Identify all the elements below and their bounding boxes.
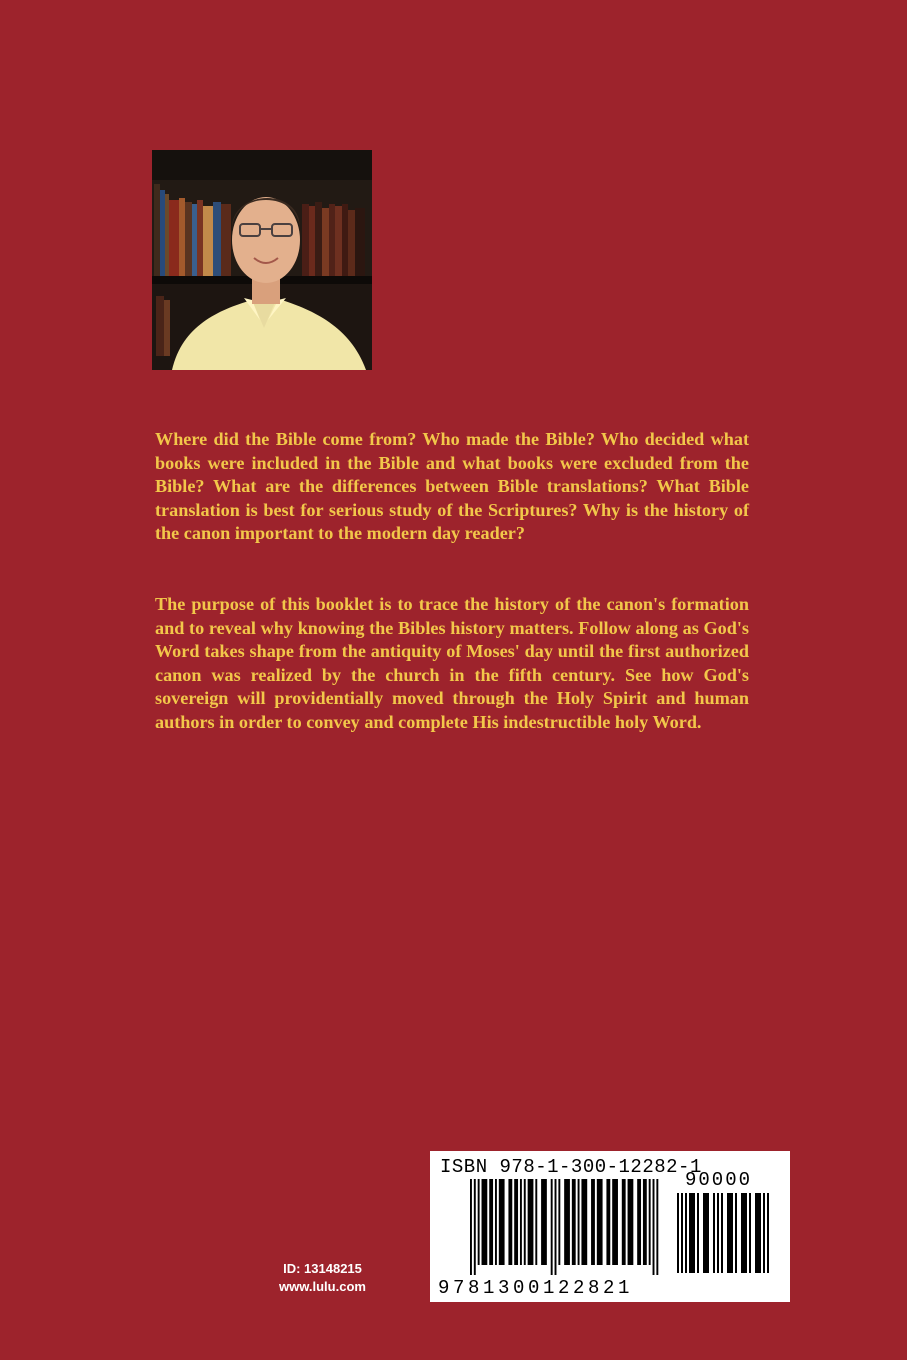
description-paragraph-2: The purpose of this booklet is to trace the history of the canon's formation and to reveal why knowing the Bibles history matters. Follow along as God's Word takes shape from the antiquity of Moses' day until the first authorized canon was realized by the church in the fifth century. See how God's sovereign will providentially moved through the Holy Spirit and human authors in order to convey and complete His indestructible holy Word. (155, 594, 749, 732)
barcode-bar (541, 1179, 547, 1265)
barcode-bar (524, 1179, 526, 1265)
barcode-bar (649, 1179, 651, 1265)
barcode-bar (717, 1193, 719, 1273)
barcode-bar (677, 1193, 679, 1273)
barcode-bar (697, 1193, 699, 1273)
barcode-bar (535, 1179, 537, 1265)
barcode-bar (558, 1179, 560, 1265)
barcode-bar (572, 1179, 576, 1265)
publisher-website: www.lulu.com (279, 1279, 366, 1294)
barcode-bar (703, 1193, 709, 1273)
barcode-bar (653, 1179, 655, 1275)
barcode-bar (489, 1179, 493, 1265)
author-portrait-icon (152, 150, 372, 370)
barcode-bar (551, 1179, 553, 1275)
barcode-bar (755, 1193, 761, 1273)
barcode-bar (555, 1179, 557, 1275)
barcode-bar (749, 1193, 751, 1273)
barcode-bar (767, 1193, 769, 1273)
barcode-bar (508, 1179, 512, 1265)
barcode-bar (482, 1179, 488, 1265)
isbn-barcode (430, 1151, 790, 1302)
barcode-bar (741, 1193, 747, 1273)
barcode-bar (499, 1179, 505, 1265)
barcode-bar (564, 1179, 570, 1265)
price-addon-text: 90000 (685, 1169, 753, 1191)
barcode-bar (681, 1193, 683, 1273)
ean-barcode-bars (470, 1179, 670, 1275)
barcode-bar (591, 1179, 595, 1265)
barcode-bar (622, 1179, 626, 1265)
barcode-bar (495, 1179, 497, 1265)
author-photo (152, 150, 372, 370)
publisher-info (260, 1260, 385, 1296)
barcode-bar (656, 1179, 658, 1275)
isbn-text: ISBN 978-1-300-12282-1 (440, 1156, 702, 1178)
barcode-bar (727, 1193, 733, 1273)
barcode-bar (689, 1193, 695, 1273)
barcode-bar (514, 1179, 518, 1265)
barcode-bar (685, 1193, 687, 1273)
barcode-bar (713, 1193, 715, 1273)
description-paragraph-1: Where did the Bible come from? Who made the Bible? Who decided what books were included in the Bible and what books were excluded from the Bible? What are the differences between Bible translations? What Bible translation is best for serious study of the Scriptures? Why is the history of the canon important to the modern day reader? (155, 429, 749, 544)
barcode-bar (578, 1179, 580, 1265)
barcode-bar (581, 1179, 587, 1265)
publisher-id: ID: 13148215 (283, 1261, 362, 1276)
barcode-bar (612, 1179, 618, 1265)
barcode-bar (763, 1193, 765, 1273)
barcode-bar (528, 1179, 534, 1265)
addon-barcode-bars (677, 1193, 773, 1273)
barcode-bar (470, 1179, 472, 1275)
barcode-bar (735, 1193, 737, 1273)
barcode-bar (478, 1179, 480, 1265)
barcode-bar (628, 1179, 634, 1265)
barcode-bar (597, 1179, 603, 1265)
barcode-bar (637, 1179, 641, 1265)
barcode-bar (520, 1179, 522, 1265)
barcode-bar (606, 1179, 610, 1265)
barcode-bar (643, 1179, 647, 1265)
barcode-bar (721, 1193, 723, 1273)
barcode-bar (474, 1179, 476, 1275)
barcode-digits: 9781300122821 (438, 1277, 634, 1299)
